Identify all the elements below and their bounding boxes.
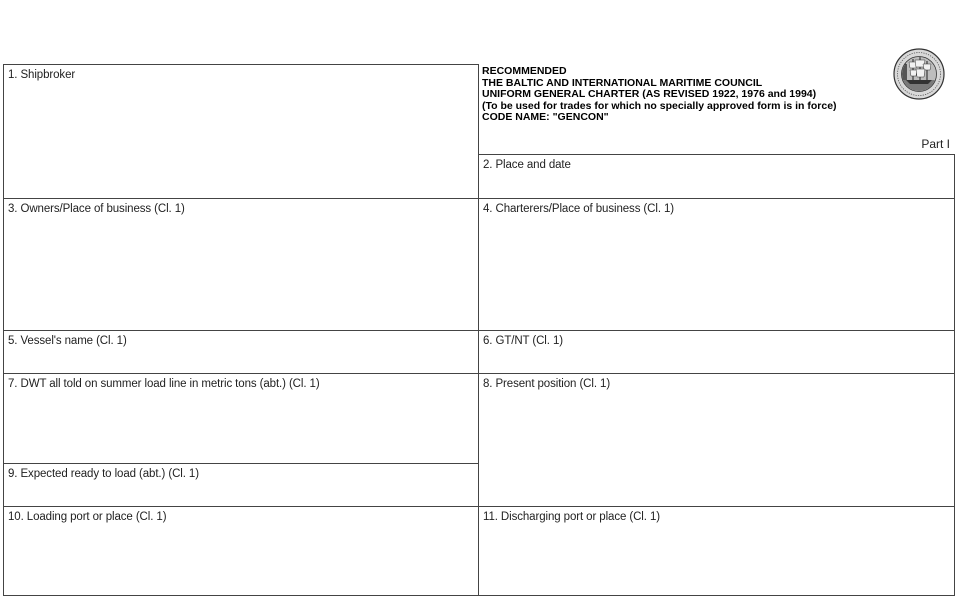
box-10-loading-port[interactable]	[3, 506, 479, 596]
header-line-code-name: CODE NAME: "GENCON"	[482, 111, 609, 124]
box-10-label: 10. Loading port or place (Cl. 1)	[8, 511, 167, 523]
box-6-gt-nt[interactable]	[478, 330, 955, 374]
header-line-charter: UNIFORM GENERAL CHARTER (AS REVISED 1922, 1976 and 1994)	[482, 88, 817, 101]
box-9-expected-ready[interactable]	[3, 463, 479, 507]
box-9-label: 9. Expected ready to load (abt.) (Cl. 1)	[8, 468, 199, 480]
box-2-label: 2. Place and date	[483, 159, 571, 171]
box-4-charterers[interactable]	[478, 198, 955, 331]
header-line-recommended: RECOMMENDED	[482, 65, 567, 77]
box-11-discharging-port[interactable]	[478, 506, 955, 596]
bimco-seal-icon	[893, 44, 945, 102]
box-5-label: 5. Vessel's name (Cl. 1)	[8, 335, 127, 347]
box-2-place-date[interactable]	[478, 154, 955, 199]
box-5-vessel-name[interactable]	[3, 330, 479, 374]
box-1-shipbroker[interactable]	[3, 64, 479, 199]
box-7-dwt[interactable]	[3, 373, 479, 464]
box-3-owners[interactable]	[3, 198, 479, 331]
header-line-usage: (To be used for trades for which no specially approved form is in force)	[482, 99, 837, 112]
header-line-council: THE BALTIC AND INTERNATIONAL MARITIME COUNCIL	[482, 76, 763, 89]
box-8-present-position[interactable]	[478, 373, 955, 507]
box-4-label: 4. Charterers/Place of business (Cl. 1)	[483, 203, 675, 215]
box-1-label: 1. Shipbroker	[8, 69, 76, 81]
form-header	[482, 66, 892, 124]
part-label: Part I	[921, 137, 950, 151]
box-3-label: 3. Owners/Place of business (Cl. 1)	[8, 203, 185, 215]
box-11-label: 11. Discharging port or place (Cl. 1)	[483, 511, 660, 523]
box-8-label: 8. Present position (Cl. 1)	[483, 378, 611, 390]
box-6-label: 6. GT/NT (Cl. 1)	[483, 335, 563, 347]
box-7-label: 7. DWT all told on summer load line in metric tons (abt.) (Cl. 1)	[8, 378, 320, 390]
